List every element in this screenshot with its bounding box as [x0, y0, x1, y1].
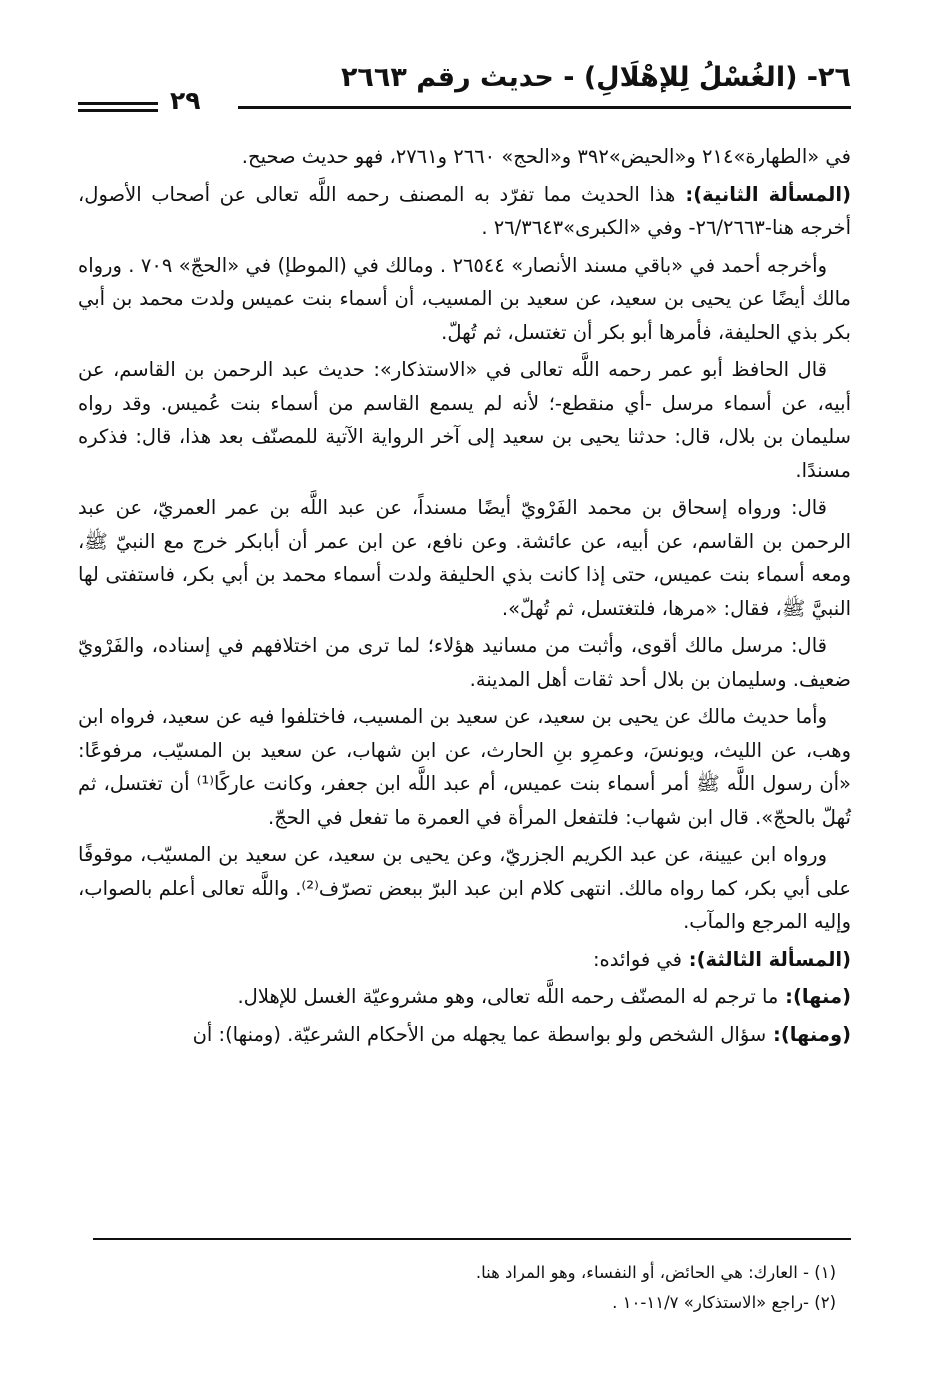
- footnotes: [78, 1258, 836, 1318]
- header-rule-short-top: [78, 102, 158, 105]
- header-rule: [238, 106, 851, 109]
- footnote-1: (١) - العارك: هي الحائض، أو النفساء، وهو المراد هنا.: [475, 1263, 836, 1282]
- paragraph: قال: ورواه إسحاق بن محمد الفَرْويّ أيضًا مسنداً، عن عبد اللَّه بن عمر العمريّ، عن عبد الرحمن بن القاسم، عن أبيه، عن عائشة. وعن نافع، عن ابن عمر أن أبابكر خرج مع النبيّ ﷺ، ومعه أسماء بنت عميس، حتى إذا كانت بذي الحليفة ولدت أسماء محمد بن أبي بكر، فاستفتى لها النبيَّ ﷺ، فقال: «مرها، فلتغتسل، ثم تُهلّ».: [78, 496, 851, 620]
- running-title: ٢٦- (الغُسْلُ لِلإهْلَالِ) - حديث رقم ٢٦٦٣: [340, 62, 851, 93]
- footnote-separator: [93, 1238, 851, 1240]
- paragraph: (منها): ما ترجم له المصنّف رحمه اللَّه تعالى، وهو مشروعيّة الغسل للإهلال.: [237, 985, 851, 1008]
- paragraph: قال الحافظ أبو عمر رحمه اللَّه تعالى في «الاستذكار»: حديث عبد الرحمن بن القاسم، عن أبيه، عن أسماء مرسل -أي منقطع-؛ لأنه لم يسمع القاسم من أسماء بنت عُميس. وقد رواه سليمان بن بلال، قال: حدثنا يحيى بن سعيد إلى آخر الرواية الآتية للمصنّف بعد هذا، قال: فذكره مسندًا.: [78, 358, 851, 482]
- page-header: [78, 62, 851, 122]
- paragraph: (ومنها): سؤال الشخص ولو بواسطة عما يجهله من الأحكام الشرعيّة. (ومنها): أن: [192, 1022, 851, 1046]
- paragraph: (المسألة الثانية): هذا الحديث مما تفرّد به المصنف رحمه اللَّه تعالى عن أصحاب الأصول، أخرجه هنا-٢٦/٢٦٦٣- وفي «الكبرى»٢٦/٣٦٤٣ .: [78, 182, 851, 239]
- footnote-2: (٢) -راجع «الاستذكار» ١١/٧-١٠ .: [612, 1293, 836, 1312]
- body-text: [78, 140, 851, 1055]
- header-rule-short-bottom: [78, 109, 158, 112]
- paragraph: قال: مرسل مالك أقوى، وأثبت من مسانيد هؤلاء؛ لما ترى من اختلافهم في إسناده، والفَرْويّ ضعيف. وسليمان بن بلال أحد ثقات أهل المدينة.: [78, 634, 851, 691]
- paragraph: وأخرجه أحمد في «باقي مسند الأنصار» ٢٦٥٤٤ . ومالك في (الموطإ) في «الحجّ» ٧٠٩ . ورواه مالك أيضًا عن يحيى بن سعيد، عن سعيد بن المسيب، أن أسماء بنت عميس ولدت محمد بن أبي بكر بذي الحليفة، فأمرها أبو بكر أن تغتسل، ثم تُهلّ.: [78, 253, 851, 344]
- paragraph: (المسألة الثالثة): في فوائده:: [592, 947, 851, 971]
- paragraph: وأما حديث مالك عن يحيى بن سعيد، عن سعيد بن المسيب، فاختلفوا فيه عن سعيد، فرواه ابن وهب، عن الليث، ويونسَ، وعمرِو بنِ الحارث، عن ابن شهاب، عن سعيد بن المسيّب، مرفوعًا: «أن رسول اللَّه ﷺ أمر أسماء بنت عميس، أم عبد اللَّه ابن جعفر، وكانت عاركًا⁽¹⁾ أن تغتسل، ثم تُهلّ بالحجّ». قال ابن شهاب: فلتفعل المرأة في العمرة ما تفعل في الحجّ.: [78, 705, 851, 829]
- paragraph: ورواه ابن عيينة، عن عبد الكريم الجزريّ، وعن يحيى بن سعيد، عن سعيد بن المسيّب، موقوفًا على أبي بكر، كما رواه مالك. انتهى كلام ابن عبد البرّ ببعض تصرّف⁽²⁾. واللَّه تعالى أعلم بالصواب، وإليه المرجع والمآب.: [78, 843, 851, 933]
- paragraph: في «الطهارة»٢١٤ و«الحيض»٣٩٢ و«الحج» ٢٦٦٠ و٢٧٦١، فهو حديث صحيح.: [241, 145, 851, 168]
- page-number: ٢٩: [170, 86, 201, 115]
